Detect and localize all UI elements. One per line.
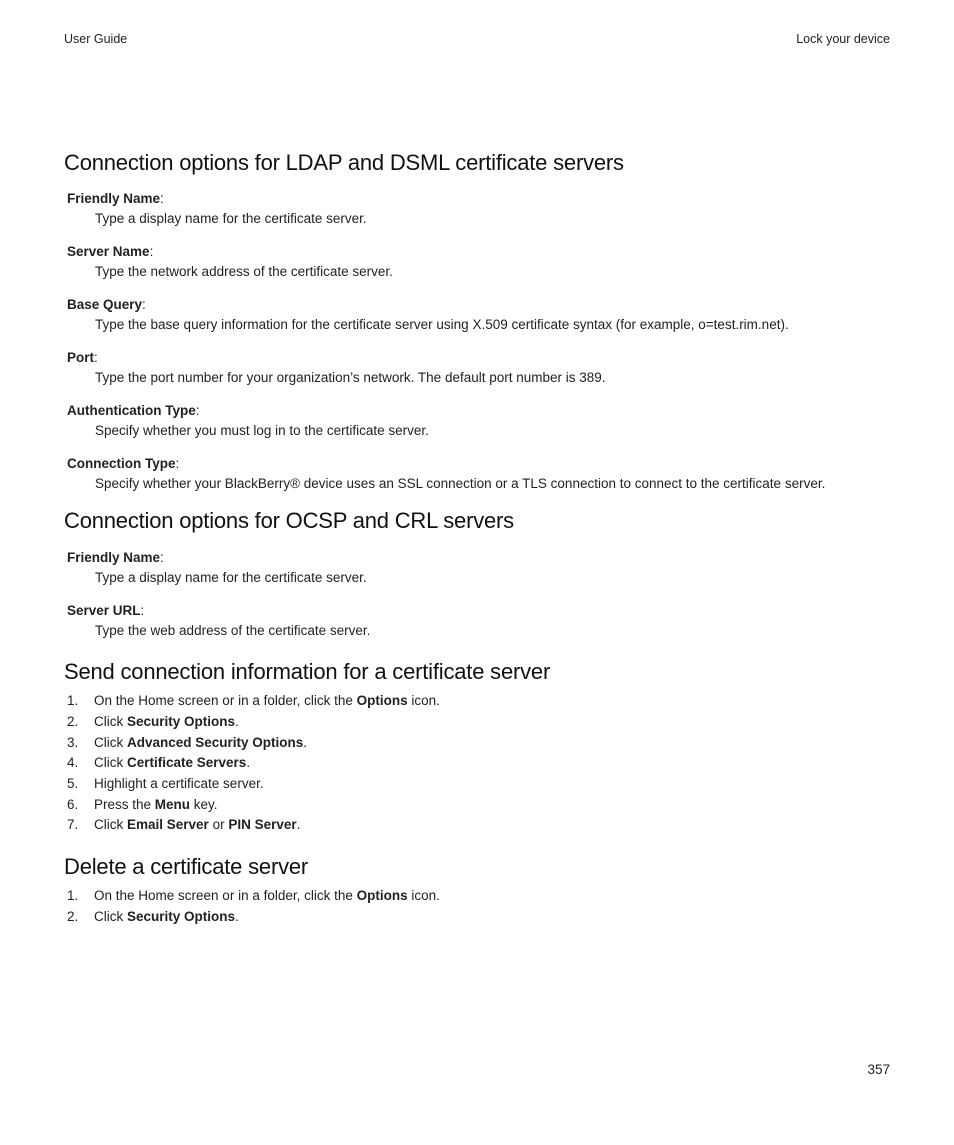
- list-item: 3. Click Advanced Security Options.: [67, 734, 308, 750]
- definition-desc: Type the network address of the certificate server.: [95, 264, 393, 280]
- definition-item: Port: Type the port number for your organization’s network. The default port number is 389.: [64, 349, 890, 388]
- definition-desc: Specify whether your BlackBerry® device uses an SSL connection or a TLS connection to connect to the certificate server.: [95, 476, 826, 492]
- definition-term: Authentication Type: [67, 403, 196, 419]
- definition-term: Connection Type: [67, 456, 176, 472]
- definition-term: Friendly Name: [67, 191, 161, 207]
- definition-item: Base Query: Type the base query information for the certificate server using X.509 certificate syntax (for example, o=test.rim.net).: [64, 296, 890, 335]
- list-item: 7. Click Email Server or PIN Server.: [67, 817, 301, 833]
- steps-list-delete: [64, 886, 890, 927]
- page-number: 357: [867, 1062, 890, 1077]
- definition-desc: Type the base query information for the certificate server using X.509 certificate syntax (for example, o=test.rim.net).: [95, 317, 789, 333]
- definition-item: Server URL: Type the web address of the certificate server.: [64, 602, 890, 641]
- section-send-connection-info: [64, 659, 890, 836]
- header-chapter-title: Lock your device: [796, 32, 890, 46]
- section-title-ocsp: Connection options for OCSP and CRL servers: [64, 508, 514, 534]
- definition-desc: Type the port number for your organization’s network. The default port number is 389.: [95, 370, 606, 386]
- definition-term: Friendly Name: [67, 549, 161, 565]
- section-title-ldap: Connection options for LDAP and DSML certificate servers: [64, 150, 624, 175]
- page-header: [64, 32, 890, 50]
- list-item: 2. Click Security Options.: [67, 713, 239, 729]
- definition-item: Friendly Name: Type a display name for the certificate server.: [64, 549, 890, 588]
- definition-item: Authentication Type: Specify whether you must log in to the certificate server.: [64, 402, 890, 441]
- definition-desc: Type the web address of the certificate server.: [95, 622, 371, 638]
- header-guide-title: User Guide: [64, 32, 128, 46]
- section-ocsp-options: [64, 508, 890, 640]
- list-item: 5. Highlight a certificate server.: [67, 775, 264, 791]
- definition-term: Server Name: [67, 244, 150, 260]
- definition-desc: Type a display name for the certificate server.: [95, 211, 367, 227]
- section-delete-server: [64, 854, 890, 928]
- page-content: [64, 150, 890, 928]
- definition-list-ldap: [64, 190, 890, 494]
- definition-item: Connection Type: Specify whether your BlackBerry® device uses an SSL connection or a TLS connection to connect to the certificate server.: [64, 455, 890, 494]
- section-ldap-options: [64, 150, 890, 494]
- list-item: 6. Press the Menu key.: [67, 796, 218, 812]
- definition-term: Port: [67, 350, 94, 366]
- definition-term: Base Query: [67, 297, 143, 313]
- section-title-send: Send connection information for a certificate server: [64, 658, 551, 684]
- definition-item: Friendly Name: Type a display name for the certificate server.: [64, 190, 890, 229]
- section-title-delete: Delete a certificate server: [64, 854, 309, 880]
- list-item: 2. Click Security Options.: [67, 909, 239, 925]
- definition-item: Server Name: Type the network address of the certificate server.: [64, 243, 890, 282]
- list-item: 1. On the Home screen or in a folder, click the Options icon.: [67, 693, 440, 709]
- steps-list-send: [64, 691, 890, 836]
- definition-desc: Specify whether you must log in to the certificate server.: [95, 423, 429, 439]
- list-item: 4. Click Certificate Servers.: [67, 755, 251, 771]
- definition-list-ocsp: [64, 549, 890, 641]
- definition-desc: Type a display name for the certificate server.: [95, 569, 367, 585]
- list-item: 1. On the Home screen or in a folder, click the Options icon.: [67, 888, 440, 904]
- definition-term: Server URL: [67, 602, 141, 618]
